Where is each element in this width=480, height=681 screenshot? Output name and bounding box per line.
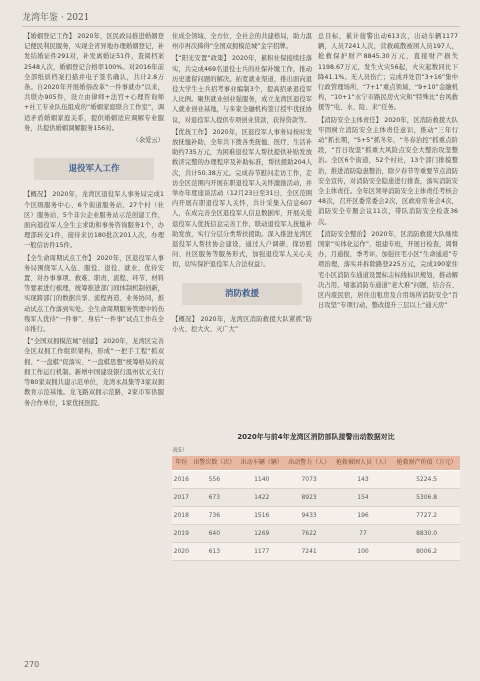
table-header-cell: 年份 — [172, 456, 191, 471]
paragraph-fire-overview: 【概况】 2020年，龙湾区消防救援大队紧抓“防小火、控大火、灭广大” — [172, 315, 312, 334]
column-left — [24, 32, 164, 409]
table-cell: 7727.2 — [393, 507, 460, 525]
table-cell: 7241 — [285, 543, 332, 561]
section-title-veterans: 退役军人工作 — [34, 158, 154, 180]
table-cell: 613 — [191, 543, 238, 561]
table-header-cell: 抢救财产价值（万元） — [393, 456, 460, 471]
paragraph-lifecycle-pilot: 【全生命周期试点工作】 2020年，区退役军人事务局围绕军人入伍、服役、退役、就业、优待安置、对办事事项、救难、职责、流程、环节、材料等要素进行梳理，统筹推进部门间体制机制创新，实现跨部门的数据共享、流程再造、业务协同，推动试点工作落到实处。全生命周期服务管理中的伤残军人优待“一件事”、身后“一件事”试点工作在全市推行。 — [24, 254, 164, 334]
table-cell: 2017 — [172, 489, 191, 507]
section-title-fire-rescue: 消防救援 — [182, 283, 302, 305]
table-cell: 2020 — [172, 543, 191, 561]
table-cell: 5306.8 — [393, 489, 460, 507]
table-cell: 640 — [191, 525, 238, 543]
table-row — [172, 471, 460, 489]
paragraph-veterans-overview: 【概况】 2020年，龙湾区退役军人事务局完成1个区级服务中心、6个街道服务站、27个村（社区）服务站、5个非公企业服务站示范创建工作，面向退役军人全生主求助和事务咨询服务1个，办理部转交1件，接待来访180批次201人次，办理一般信访件15件。 — [24, 191, 164, 250]
header-rule — [22, 26, 460, 27]
table-cell: 2019 — [172, 525, 191, 543]
table-cell: 1422 — [238, 489, 285, 507]
table-cell: 100 — [333, 543, 393, 561]
table-label: 表5） — [172, 447, 188, 454]
paragraph-pension-work: 【优抚工作】 2020年，区退役军人事务局按时发放抚恤补助，全年共下拨各类抚恤、医疗、生活补助约735万元，为困难退役军人帮扶提供补贴发放救济完整的办理程序及补助标准，帮扶援助204人次，共计50.38万元。完成春节慰问走访工作，走访全区范围内开展在职退役军人关怀激励活动，并举办年度座谈活动（12月23日至31日，全区范围内开展在职退役军人关怀，共计采集入信息607人，在成完善全区退役军人信息数据库，开展关爱退役军人优抚信息完善工作，联动退役军人抚恤补助发放，实行分层分类帮扶援助。深入推进龙湾区退役军人帮扶协会建设，通过人户调研、探访慰问、社区服务等服务形式，加强退役军人关心关切，切实保护退役军人合法权益）。 — [172, 128, 312, 269]
table-cell: 5224.5 — [393, 471, 460, 489]
page-number: 270 — [24, 660, 40, 669]
table-cell: 8006.2 — [393, 543, 460, 561]
paragraph-signature: （余爱云） — [132, 137, 164, 145]
table-cell: 77 — [333, 525, 393, 543]
fire-data-table-block — [172, 432, 460, 561]
paragraph-fire-stats: 总目标，累计接警出动613次，出动车辆1177辆，人员7241人次，营救疏散被困人员197人，抢救保护财产8845.30万元，直接财产损失1198.67万元，发生火灾56起，火灾起数同比下降41.1%。无人员伤亡；完成并处罚“3+16”集中行政管理场所、“7+1”重点领域、“9+10”金融机构，“10+1”水宁市路民房火灾和“特殊比”台风救援等“电、水、险、来”任务。 — [318, 33, 458, 112]
paragraph-safety-responsibility: 【消防安全主体责任】 2020年，区消防救援大队牢固树立消防安全主体责任意识，推动“三年行动”抓长期，“5+5”抓冬年，“冬春治控”抓重点阶段，“百日攻坚”抓重大风险点安全大整治攻坚整治。全区6个街道，52个村社，13个部门排摸整治，推进消防隐患整治，除夕春节等重要节点消防安全宣传，对消防安全隐患进行排查，落实消防安全主体责任。全年区领导消防安全主体责任考核会48次，召开区委常委会2次，区政府常务会4次，消防安全专题会议11次，带队消防安全检查36次。 — [318, 116, 458, 226]
table-cell: 2016 — [172, 471, 191, 489]
table-cell: 556 — [191, 471, 238, 489]
table-cell: 1516 — [238, 507, 285, 525]
table-title: 2020年与前4年龙湾区消防部队接警出动数据对比 — [237, 433, 395, 441]
table-cell: 196 — [333, 507, 393, 525]
table-cell: 1177 — [238, 543, 285, 561]
table-cell: 143 — [333, 471, 393, 489]
paragraph-marriage-registration: 【婚姻登记工作】 2020年，区民政局推进婚姻登记便民利民服务，实现全省异地办理婚姻登记，补发结婚证件291对，补发离婚证51件，查阅档案2548人次，婚姻登记合格率100%。对2016年前全部纸质档案扫描并电子签名确认，共计2.8万条。自2020年开展婚俗改革“一件事就办”以来，共联办905件，设立由律师+法官+心理咨询师+社工专业队伍组成的“婚姻家庭联合工作室”，调适矛盾婚姻家庭关系，提供婚姻适应调解专业服务，共提供婚姻调解服务156对。 — [24, 33, 164, 132]
table-cell: 7073 — [285, 471, 332, 489]
table-header-cell: 出警次数（次） — [191, 456, 238, 471]
table-cell: 673 — [191, 489, 238, 507]
table-row — [172, 507, 460, 525]
table-header-cell: 出动警力（人） — [285, 456, 332, 471]
table-cell: 2018 — [172, 507, 191, 525]
column-right — [318, 32, 458, 311]
table-header-row — [172, 456, 460, 471]
table-cell: 8830.0 — [393, 525, 460, 543]
table-cell: 1269 — [238, 525, 285, 543]
paragraph-safety-rectification: 【消防安全整治】 2020年，区消防救援大队继续国家“实体化运作”，组建专班，开展日检查，周督办，月通报，季考评。加强住宅小区“生命通道”专项治理，落实并拆除路登225万元，完成190家住宅小区消防车通道设置标志标线标识规划，推动解决占用、堵塞消防车通道“老大难”问题，结合在、区内废民宿，居住出租房及合用场所消防安全“百日攻坚”专项行动，整改提升三层以上“通天房” — [318, 230, 458, 310]
table-cell: 9433 — [285, 507, 332, 525]
table-cell: 1140 — [238, 471, 285, 489]
table-cell: 7622 — [285, 525, 332, 543]
table-row — [172, 489, 460, 507]
fire-data-table — [172, 456, 460, 561]
paragraph-resettlement-policy: 【“阳光安置”政策】 2020年，累积社保接续挂落实，共完成469名退役士兵的社保补缴工作，推动历史遗留问题的解决。拓宽就业渠道，推出面向退役大学生士兵招考事业编制3个，提高招录退役军人比例。聚焦就业创业强服务，成立龙湾区退役军人就业创业基地，与多家全融机构签订授牢优抚协议，对退役军人提供专项创业贷款，获得贷款等。 — [172, 55, 312, 124]
table-row — [172, 543, 460, 561]
table-row — [172, 525, 460, 543]
table-header-cell: 出动车辆（辆） — [238, 456, 285, 471]
running-header: 龙湾年鉴 · 2021 — [22, 13, 90, 23]
table-cell: 154 — [333, 489, 393, 507]
table-header-cell: 抢救被困人员（人） — [333, 456, 393, 471]
table-cell: 8923 — [285, 489, 332, 507]
paragraph-continued: 住成全领域、全方位、全社会的共建格局，助力温州市再次捧得“全国双拥模范城”金字招牌。 — [172, 33, 312, 51]
column-middle — [172, 32, 312, 335]
table-cell: 736 — [191, 507, 238, 525]
paragraph-double-support-city: 【“全国双拥模范城”创建】 2020年，龙湾区完善全区双拥工作组织架构，形成“一把手工程”抓双拥、“一盘棋”促落实、“一盘棋思想”统筹格局的双拥工作运行机制。新增中国建设银行温州状元支行等80家双拥共建示范单位，龙湾永昌集等3家双拥教育示范基地。龙飞路双拥示范路，2家市军供服务合作单位，1家优抚医院。 — [24, 338, 164, 407]
